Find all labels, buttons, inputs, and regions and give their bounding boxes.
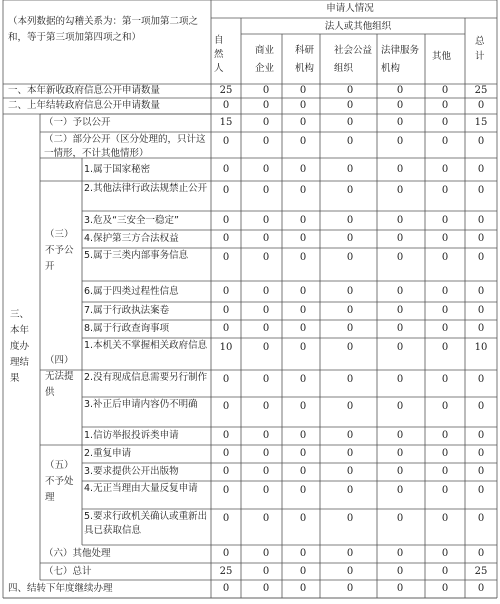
value-cell: 0 xyxy=(346,323,354,334)
value-cell: 0 xyxy=(299,85,307,96)
row-label: 5.要求行政机关确认或重新出具已获取信息 xyxy=(84,511,208,536)
value-cell: 15 xyxy=(219,117,233,128)
value-cell: 0 xyxy=(396,448,404,459)
value-cell: 0 xyxy=(396,136,404,147)
value-cell: 0 xyxy=(222,100,230,111)
value-cell: 0 xyxy=(346,100,354,111)
value-cell: 0 xyxy=(396,323,404,334)
value-cell: 0 xyxy=(299,485,307,496)
row-label: 5.属于三类内部事务信息 xyxy=(84,250,189,261)
header-other: 其他 xyxy=(432,51,452,62)
value-cell: 0 xyxy=(396,565,404,577)
value-cell: 0 xyxy=(262,100,270,111)
value-cell: 0 xyxy=(222,401,230,412)
value-cell: 0 xyxy=(299,513,307,524)
value-cell: 0 xyxy=(396,513,404,524)
row-label: 4.无正当理由大量反复申请 xyxy=(84,483,198,494)
value-cell: 0 xyxy=(346,374,354,385)
header-note: （本列数据的勾稽关系为：第一项加第二项之和，等于第三项加第四项之和） xyxy=(8,16,199,43)
value-cell: 0 xyxy=(346,485,354,496)
value-cell: 0 xyxy=(299,305,307,316)
row-label: 3.要求提供公开出版物 xyxy=(84,466,179,477)
value-cell: 0 xyxy=(441,117,449,128)
value-cell: 0 xyxy=(441,565,449,577)
value-cell: 0 xyxy=(441,214,449,226)
value-cell: 0 xyxy=(222,430,230,441)
value-cell: 0 xyxy=(262,323,270,334)
value-cell: 0 xyxy=(441,323,449,334)
value-cell: 0 xyxy=(396,430,404,441)
header-research: 科研机构 xyxy=(295,45,315,74)
value-cell: 0 xyxy=(477,185,485,196)
value-cell: 0 xyxy=(441,85,449,96)
header-applicant: 申请人情况 xyxy=(326,3,374,14)
section-label: 三、本年度办理结果 xyxy=(10,309,30,384)
value-cell: 0 xyxy=(477,466,485,477)
value-cell: 0 xyxy=(396,85,404,96)
value-cell: 0 xyxy=(222,466,230,477)
header-commercial: 商业企业 xyxy=(255,45,275,74)
value-cell: 0 xyxy=(441,448,449,459)
row-label: 二、上年结转政府信息公开申请数量 xyxy=(8,100,161,111)
value-cell: 0 xyxy=(222,448,230,459)
value-cell: 0 xyxy=(477,252,485,263)
value-cell: 0 xyxy=(299,374,307,385)
value-cell: 0 xyxy=(299,285,307,297)
value-cell: 0 xyxy=(262,583,270,594)
value-cell: 0 xyxy=(299,430,307,441)
value-cell: 0 xyxy=(262,485,270,496)
value-cell: 0 xyxy=(477,285,485,297)
value-cell: 0 xyxy=(441,583,449,594)
value-cell: 0 xyxy=(262,374,270,385)
row-label: （七）总计 xyxy=(44,565,92,577)
value-cell: 0 xyxy=(262,85,270,96)
row-label: （二）部分公开（区分处理的，只计这一情形，不计其他情形） xyxy=(44,134,206,159)
value-cell: 0 xyxy=(262,117,270,128)
value-cell: 0 xyxy=(346,233,354,244)
row-label: 6.属于四类过程性信息 xyxy=(84,285,179,297)
value-cell: 0 xyxy=(262,466,270,477)
value-cell: 0 xyxy=(299,163,307,175)
header-natural-person: 自然人 xyxy=(214,35,224,74)
row-label: 一、本年新收政府信息公开申请数量 xyxy=(8,85,161,96)
value-cell: 0 xyxy=(299,252,307,263)
value-cell: 0 xyxy=(299,401,307,412)
value-cell: 0 xyxy=(441,100,449,111)
value-cell: 0 xyxy=(396,100,404,111)
value-cell: 0 xyxy=(262,163,270,175)
value-cell: 0 xyxy=(396,233,404,244)
value-cell: 0 xyxy=(396,485,404,496)
value-cell: 0 xyxy=(441,136,449,147)
value-cell: 0 xyxy=(441,430,449,441)
group-label: （五）不予处理 xyxy=(45,460,74,503)
value-cell: 0 xyxy=(299,583,307,594)
value-cell: 0 xyxy=(262,185,270,196)
value-cell: 0 xyxy=(299,185,307,196)
row-label: 7.属于行政执法案卷 xyxy=(84,305,170,316)
value-cell: 0 xyxy=(222,252,230,263)
value-cell: 10 xyxy=(219,342,233,353)
value-cell: 0 xyxy=(299,565,307,577)
value-cell: 0 xyxy=(222,485,230,496)
value-cell: 0 xyxy=(222,305,230,316)
value-cell: 0 xyxy=(441,252,449,263)
value-cell: 0 xyxy=(346,117,354,128)
value-cell: 0 xyxy=(477,448,485,459)
value-cell: 0 xyxy=(396,285,404,297)
value-cell: 0 xyxy=(477,548,485,559)
value-cell: 0 xyxy=(222,548,230,559)
value-cell: 0 xyxy=(299,548,307,559)
value-cell: 0 xyxy=(222,583,230,594)
value-cell: 0 xyxy=(346,342,354,353)
value-cell: 0 xyxy=(262,233,270,244)
value-cell: 0 xyxy=(477,323,485,334)
value-cell: 0 xyxy=(262,513,270,524)
value-cell: 0 xyxy=(396,548,404,559)
value-cell: 0 xyxy=(346,565,354,577)
value-cell: 0 xyxy=(222,323,230,334)
value-cell: 25 xyxy=(219,565,233,577)
value-cell: 0 xyxy=(222,233,230,244)
value-cell: 0 xyxy=(477,485,485,496)
value-cell: 0 xyxy=(346,430,354,441)
value-cell: 0 xyxy=(299,214,307,226)
row-label: 3.补正后申请内容仍不明确 xyxy=(84,399,198,410)
value-cell: 0 xyxy=(441,305,449,316)
value-cell: 0 xyxy=(262,136,270,147)
header-total: 总计 xyxy=(475,36,485,62)
value-cell: 0 xyxy=(396,401,404,412)
value-cell: 0 xyxy=(477,401,485,412)
row-label: 2.其他法律行政法规禁止公开 xyxy=(84,183,208,194)
value-cell: 0 xyxy=(262,548,270,559)
value-cell: 0 xyxy=(477,163,485,175)
value-cell: 0 xyxy=(346,466,354,477)
value-cell: 0 xyxy=(346,548,354,559)
value-cell: 0 xyxy=(477,374,485,385)
value-cell: 0 xyxy=(222,136,230,147)
value-cell: 0 xyxy=(299,136,307,147)
header-legal-service: 法律服务机构 xyxy=(381,45,420,74)
value-cell: 0 xyxy=(262,448,270,459)
value-cell: 0 xyxy=(396,342,404,353)
value-cell: 0 xyxy=(396,374,404,385)
row-label: 2.没有现成信息需要另行制作 xyxy=(84,372,208,383)
value-cell: 0 xyxy=(299,448,307,459)
value-cell: 0 xyxy=(346,448,354,459)
value-cell: 0 xyxy=(477,583,485,594)
value-cell: 0 xyxy=(299,233,307,244)
value-cell: 0 xyxy=(441,485,449,496)
value-cell: 0 xyxy=(346,136,354,147)
value-cell: 25 xyxy=(474,85,488,96)
group-label: （四）无法提供 xyxy=(45,355,74,398)
value-cell: 0 xyxy=(441,233,449,244)
value-cell: 0 xyxy=(346,214,354,226)
value-cell: 0 xyxy=(477,214,485,226)
value-cell: 0 xyxy=(441,185,449,196)
value-cell: 0 xyxy=(346,185,354,196)
value-cell: 0 xyxy=(477,233,485,244)
row-label: 1.信访举报投诉类申请 xyxy=(84,430,179,441)
value-cell: 0 xyxy=(346,285,354,297)
value-cell: 0 xyxy=(262,565,270,577)
value-cell: 0 xyxy=(396,214,404,226)
value-cell: 0 xyxy=(346,401,354,412)
value-cell: 0 xyxy=(396,305,404,316)
row-label: 3.危及“三安全一稳定” xyxy=(84,214,179,226)
value-cell: 0 xyxy=(477,430,485,441)
value-cell: 0 xyxy=(262,401,270,412)
value-cell: 0 xyxy=(396,583,404,594)
value-cell: 0 xyxy=(396,252,404,263)
row-label: 8.属于行政查询事项 xyxy=(84,323,170,334)
value-cell: 0 xyxy=(441,163,449,175)
row-label: 4.保护第三方合法权益 xyxy=(84,233,179,244)
value-cell: 0 xyxy=(441,466,449,477)
row-label: 1.属于国家秘密 xyxy=(84,163,151,175)
value-cell: 0 xyxy=(477,100,485,111)
value-cell: 0 xyxy=(222,374,230,385)
header-legal-person: 法人或其他组织 xyxy=(324,21,392,32)
row-label: 1.本机关不掌握相关政府信息 xyxy=(84,340,208,351)
value-cell: 0 xyxy=(262,305,270,316)
value-cell: 0 xyxy=(477,513,485,524)
group-label: （三）不予公开 xyxy=(45,229,74,272)
value-cell: 0 xyxy=(222,214,230,226)
value-cell: 0 xyxy=(299,100,307,111)
value-cell: 0 xyxy=(396,185,404,196)
value-cell: 0 xyxy=(222,513,230,524)
value-cell: 0 xyxy=(477,136,485,147)
value-cell: 0 xyxy=(222,163,230,175)
value-cell: 0 xyxy=(346,163,354,175)
value-cell: 25 xyxy=(219,85,233,96)
value-cell: 0 xyxy=(441,548,449,559)
value-cell: 0 xyxy=(396,163,404,175)
value-cell: 0 xyxy=(396,466,404,477)
value-cell: 15 xyxy=(474,117,488,128)
value-cell: 0 xyxy=(441,342,449,353)
value-cell: 0 xyxy=(299,323,307,334)
value-cell: 0 xyxy=(262,285,270,297)
value-cell: 0 xyxy=(346,85,354,96)
value-cell: 0 xyxy=(222,185,230,196)
value-cell: 0 xyxy=(346,513,354,524)
value-cell: 0 xyxy=(346,305,354,316)
header-welfare: 社会公益组织 xyxy=(334,45,373,74)
row-label: （一）予以公开 xyxy=(44,117,111,128)
row-label: 四、结转下年度继续办理 xyxy=(8,583,113,594)
row-label: 2.重复申请 xyxy=(84,448,132,459)
value-cell: 0 xyxy=(441,401,449,412)
value-cell: 0 xyxy=(299,117,307,128)
row-label: （六）其他处理 xyxy=(44,548,111,559)
value-cell: 0 xyxy=(441,374,449,385)
value-cell: 25 xyxy=(474,565,488,577)
value-cell: 0 xyxy=(262,342,270,353)
value-cell: 0 xyxy=(441,285,449,297)
value-cell: 0 xyxy=(262,430,270,441)
value-cell: 0 xyxy=(299,466,307,477)
value-cell: 0 xyxy=(346,583,354,594)
value-cell: 0 xyxy=(477,305,485,316)
value-cell: 0 xyxy=(262,214,270,226)
value-cell: 0 xyxy=(262,252,270,263)
value-cell: 0 xyxy=(222,285,230,297)
value-cell: 0 xyxy=(299,342,307,353)
value-cell: 0 xyxy=(346,252,354,263)
value-cell: 0 xyxy=(396,117,404,128)
value-cell: 0 xyxy=(441,513,449,524)
value-cell: 10 xyxy=(474,342,488,353)
